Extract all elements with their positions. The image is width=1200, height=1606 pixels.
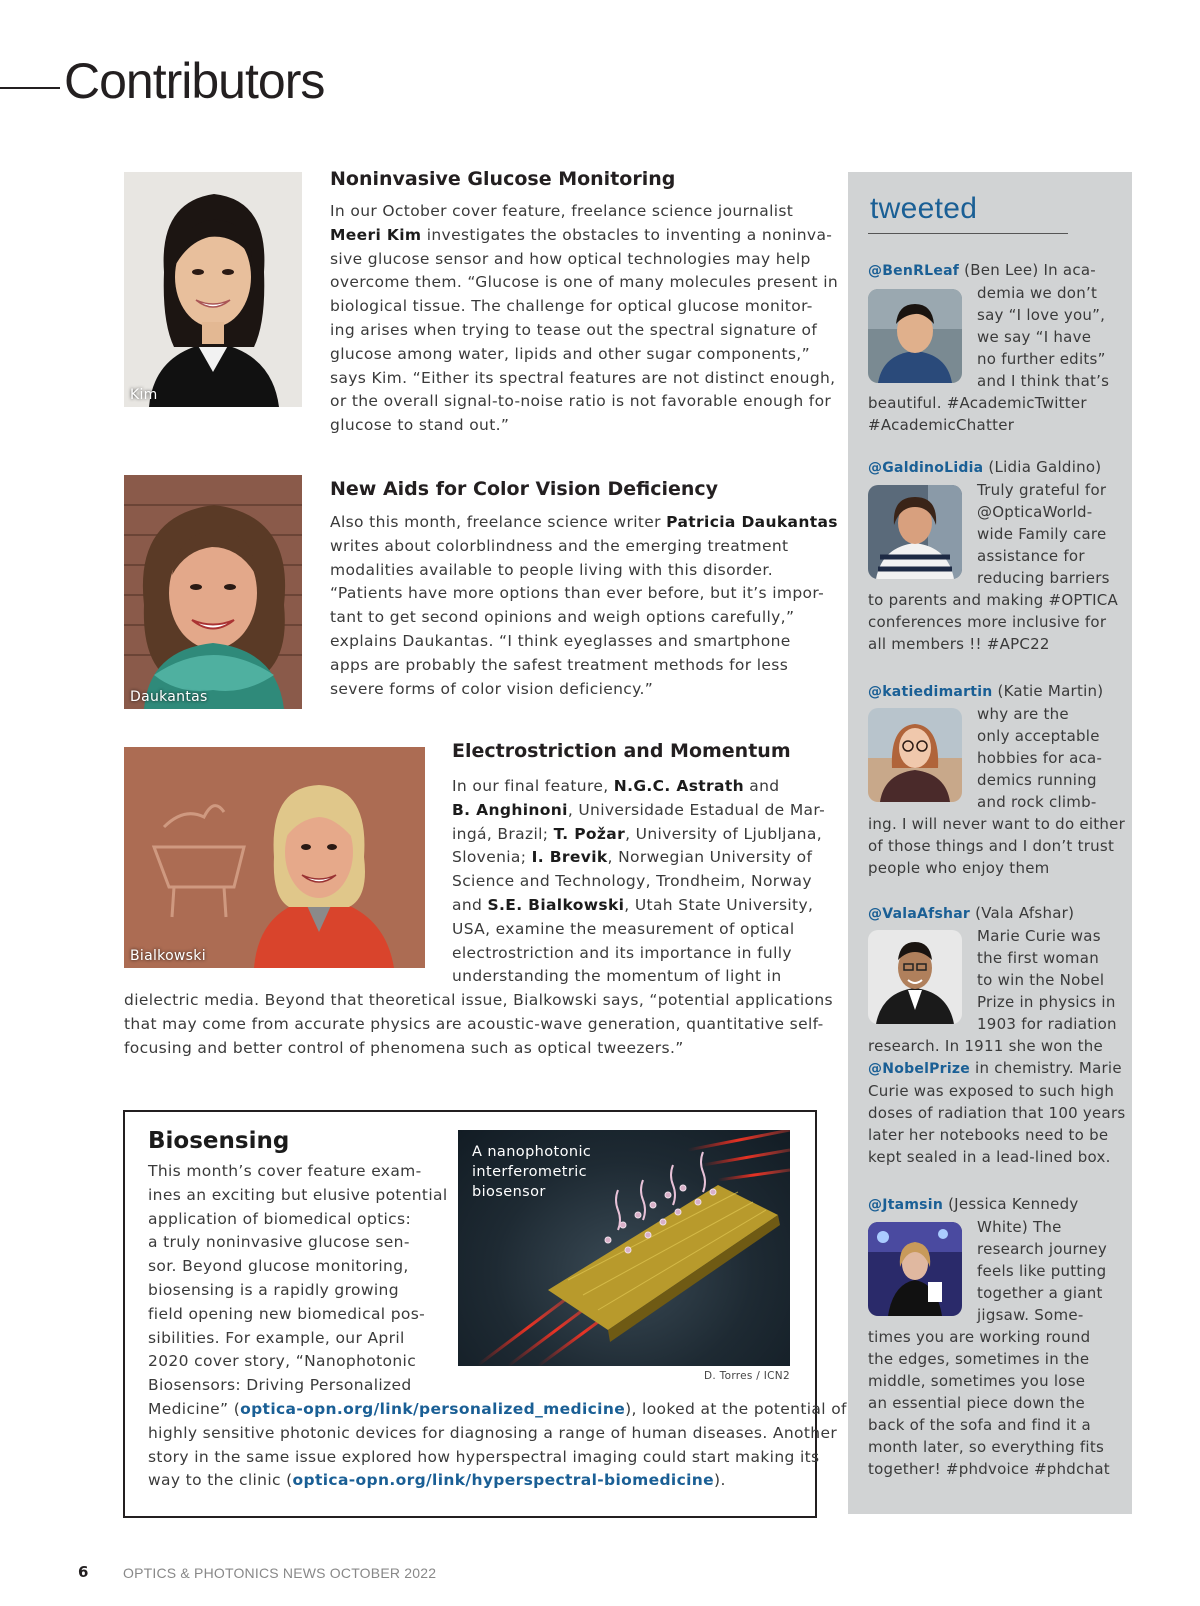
tweet-line: jigsaw. Some- xyxy=(977,1306,1084,1324)
tweet-line: research journey xyxy=(977,1240,1108,1258)
body-text: and xyxy=(452,895,483,914)
body-line: explains Daukantas. “I think eyeglasses and smartphone xyxy=(330,631,791,650)
tweet-line: Truly grateful for xyxy=(977,481,1107,499)
tweet-line: 1903 for radiation xyxy=(977,1015,1117,1033)
author-name: T. Požar xyxy=(553,824,626,843)
body-line: glucose to stand out.” xyxy=(330,416,510,435)
body-line: In our October cover feature, freelance science journalist xyxy=(330,202,794,220)
daukantas-photo xyxy=(124,475,302,709)
tweet-line: beautiful. #AcademicTwitter xyxy=(868,394,1087,412)
body-line: sive glucose sensor and how optical technologies may help xyxy=(330,249,811,268)
body-line: focusing and better control of phenomena such as optical tweezers.” xyxy=(124,1038,684,1057)
tweet-text: (Katie Martin) xyxy=(992,682,1104,700)
tweet-text: in chemistry. Marie xyxy=(970,1059,1122,1077)
tweet-line: assistance for xyxy=(977,547,1085,565)
tweet-line: wide Family care xyxy=(977,525,1107,543)
figure-caption xyxy=(472,1142,652,1202)
tweet xyxy=(868,456,1128,655)
body-line: tant to get second opinions and weigh options carefully,” xyxy=(330,608,795,627)
photo-caption: Daukantas xyxy=(130,689,208,705)
tweet-line: White) The xyxy=(977,1218,1062,1236)
body-line: USA, examine the measurement of optical xyxy=(452,919,795,938)
biosensing-title: Biosensing xyxy=(148,1128,290,1154)
body-line: that may come from accurate physics are acoustic-wave generation, quantitative self- xyxy=(124,1014,824,1033)
body-line: “Patients have more options than ever before, but it’s impor- xyxy=(330,584,825,603)
body-line: Science and Technology, Trondheim, Norway xyxy=(452,872,812,891)
body-line: severe forms of color vision deficiency.” xyxy=(330,679,654,698)
tweet-line: demics running xyxy=(977,771,1097,789)
tweet-text: (Ben Lee) In aca- xyxy=(959,261,1096,279)
tweet-line: conferences more inclusive for xyxy=(868,613,1107,631)
body-line: modalities available to people living with this disorder. xyxy=(330,560,774,579)
author-name: Meeri Kim xyxy=(330,225,422,244)
body-line: electrostriction and its importance in fully xyxy=(452,943,792,962)
tweet-line: no further edits” xyxy=(977,350,1106,368)
tweet-handle[interactable]: @Jtamsin xyxy=(868,1197,944,1213)
body-line: This month’s cover feature exam- xyxy=(148,1162,422,1180)
tweet-mention[interactable]: @NobelPrize xyxy=(868,1061,971,1077)
article-body xyxy=(330,511,838,701)
tweet-line: we say “I have xyxy=(977,328,1092,346)
caption-line: interferometric xyxy=(472,1164,588,1180)
tweet-line: people who enjoy them xyxy=(868,859,1050,877)
tweet-line: only acceptable xyxy=(977,727,1100,745)
tweet-line: later her notebooks need to be xyxy=(868,1126,1109,1144)
tweet-line: why are the xyxy=(977,705,1069,723)
tweet xyxy=(868,1193,1128,1480)
body-line: ing arises when trying to tease out the spectral signature of xyxy=(330,320,818,339)
body-line: says Kim. “Either its spectral features are not distinct enough, xyxy=(330,368,836,387)
tweet-line: Curie was exposed to such high xyxy=(868,1082,1115,1100)
caption-line: A nanophotonic xyxy=(472,1144,592,1160)
tweet-handle[interactable]: @ValaAfshar xyxy=(868,906,971,922)
bialkowski-photo xyxy=(124,747,425,968)
body-line: a truly noninvasive glucose sen- xyxy=(148,1233,410,1252)
tweet-line: of those things and I don’t trust xyxy=(868,837,1115,855)
tweet-line: ing. I will never want to do either xyxy=(868,815,1126,833)
tweet-text: (Lidia Galdino) xyxy=(983,458,1102,476)
kim-photo xyxy=(124,172,302,407)
tweet-line: @OpticaWorld- xyxy=(977,503,1093,521)
tweet-line: doses of radiation that 100 years xyxy=(868,1104,1126,1122)
body-line: sor. Beyond glucose monitoring, xyxy=(148,1257,409,1276)
article-body-continued xyxy=(124,989,833,1060)
body-text: Slovenia; xyxy=(452,848,527,867)
body-line: Also this month, freelance science writer xyxy=(330,513,661,531)
tweet xyxy=(868,259,1128,436)
body-line: biological tissue. The challenge for optical glucose monitor- xyxy=(330,297,813,316)
tweet-line: #AcademicChatter xyxy=(868,416,1015,434)
body-text: , University of Ljubljana, xyxy=(625,824,822,843)
body-line: story in the same issue explored how hyperspectral imaging could start making its xyxy=(148,1447,820,1466)
body-text: ingá, Brazil; xyxy=(452,824,549,843)
body-line: 2020 cover story, “Nanophotonic xyxy=(148,1352,417,1371)
body-line: highly sensitive photonic devices for diagnosing a range of human diseases. Another xyxy=(148,1423,838,1442)
author-name: Patricia Daukantas xyxy=(666,513,838,531)
tweet-line: the edges, sometimes in the xyxy=(868,1350,1090,1368)
tweet-line: say “I love you”, xyxy=(977,306,1106,324)
body-text: ), looked at the potential of xyxy=(625,1399,847,1418)
body-line: dielectric media. Beyond that theoretical issue, Bialkowski says, “potential applications xyxy=(124,991,833,1009)
tweet-line: together! #phdvoice #phdchat xyxy=(868,1460,1110,1478)
tweet-handle[interactable]: @GaldinoLidia xyxy=(868,460,984,476)
tweet-line: to win the Nobel xyxy=(977,971,1105,989)
body-line: application of biomedical optics: xyxy=(148,1209,412,1228)
body-text: and xyxy=(749,777,780,795)
body-text: , Universidade Estadual de Mar- xyxy=(567,800,826,819)
sidebar-rule xyxy=(868,233,1068,234)
tweet-handle[interactable]: @katiedimartin xyxy=(868,684,993,700)
tweet-line: kept sealed in a lead-lined box. xyxy=(868,1148,1111,1166)
article-body xyxy=(330,200,838,438)
body-line: ines an exciting but elusive potential xyxy=(148,1185,448,1204)
body-text: way to the clinic ( xyxy=(148,1471,293,1490)
personalized-medicine-link[interactable]: optica-opn.org/link/personalized_medicine xyxy=(240,1399,626,1418)
tweet-line: feels like putting xyxy=(977,1262,1107,1280)
figure-credit: D. Torres / ICN2 xyxy=(704,1370,790,1382)
tweet-line: and I think that’s xyxy=(977,372,1110,390)
caption-line: biosensor xyxy=(472,1184,546,1200)
author-name: N.G.C. Astrath xyxy=(613,777,744,795)
photo-caption: Kim xyxy=(130,387,158,403)
body-line: writes about colorblindness and the emerging treatment xyxy=(330,536,789,555)
body-line: sibilities. For example, our April xyxy=(148,1328,405,1347)
tweet xyxy=(868,680,1128,879)
body-text: Medicine” ( xyxy=(148,1399,241,1418)
body-line: field opening new biomedical pos- xyxy=(148,1304,426,1323)
tweet-line: Marie Curie was xyxy=(977,927,1101,945)
sidebar-heading: tweeted xyxy=(870,192,978,225)
tweet xyxy=(868,902,1128,1168)
tweet-text: (Jessica Kennedy xyxy=(943,1195,1079,1213)
body-line: or the overall signal-to-noise ratio is not favorable enough for xyxy=(330,392,832,411)
body-line: glucose among water, lipids and other sugar components,” xyxy=(330,344,810,363)
author-name: B. Anghinoni xyxy=(452,800,568,819)
body-line: apps are probably the safest treatment methods for less xyxy=(330,655,789,674)
author-name: S.E. Bialkowski xyxy=(487,895,625,914)
article-title: Noninvasive Glucose Monitoring xyxy=(330,168,676,190)
tweet-line: an essential piece down the xyxy=(868,1394,1086,1412)
tweet-line: demia we don’t xyxy=(977,284,1098,302)
tweet-line: month later, so everything fits xyxy=(868,1438,1105,1456)
tweet-line: research. In 1911 she won the xyxy=(868,1037,1103,1055)
tweet-handle[interactable]: @BenRLeaf xyxy=(868,263,960,279)
tweet-line: together a giant xyxy=(977,1284,1103,1302)
page-number: 6 xyxy=(78,1563,89,1581)
publication-footer: OPTICS & PHOTONICS NEWS OCTOBER 2022 xyxy=(123,1565,437,1581)
body-text: , Norwegian University of xyxy=(607,848,813,867)
page-title: Contributors xyxy=(64,53,325,109)
hyperspectral-biomedicine-link[interactable]: optica-opn.org/link/hyperspectral-biomedicine xyxy=(292,1471,715,1490)
photo-caption: Bialkowski xyxy=(130,948,206,964)
tweet-line: Prize in physics in xyxy=(977,993,1116,1011)
tweet-line: the first woman xyxy=(977,949,1099,967)
author-name: I. Brevik xyxy=(531,848,608,867)
body-line: investigates the obstacles to inventing a noninva- xyxy=(426,225,833,244)
body-line: overcome them. “Glucose is one of many molecules present in xyxy=(330,273,839,292)
tweet-line: times you are working round xyxy=(868,1328,1091,1346)
body-text: , Utah State University, xyxy=(624,895,814,914)
tweet-line: hobbies for aca- xyxy=(977,749,1103,767)
body-line: understanding the momentum of light in xyxy=(452,967,782,986)
body-text: ). xyxy=(714,1471,726,1490)
body-line: biosensing is a rapidly growing xyxy=(148,1280,399,1299)
article-title: New Aids for Color Vision Deficiency xyxy=(330,478,719,500)
tweet-line: middle, sometimes you lose xyxy=(868,1372,1086,1390)
tweet-line: all members !! #APC22 xyxy=(868,635,1050,653)
article-body xyxy=(452,775,825,989)
article-title: Electrostriction and Momentum xyxy=(452,740,791,762)
tweet-line: to parents and making #OPTICA xyxy=(868,591,1119,609)
tweet-line: back of the sofa and find it a xyxy=(868,1416,1092,1434)
body-text: In our final feature, xyxy=(452,777,609,795)
tweet-line: reducing barriers xyxy=(977,569,1110,587)
header-rule xyxy=(0,87,60,89)
body-line: Biosensors: Driving Personalized xyxy=(148,1376,412,1395)
tweet-line: and rock climb- xyxy=(977,793,1097,811)
tweet-text: (Vala Afshar) xyxy=(970,904,1075,922)
